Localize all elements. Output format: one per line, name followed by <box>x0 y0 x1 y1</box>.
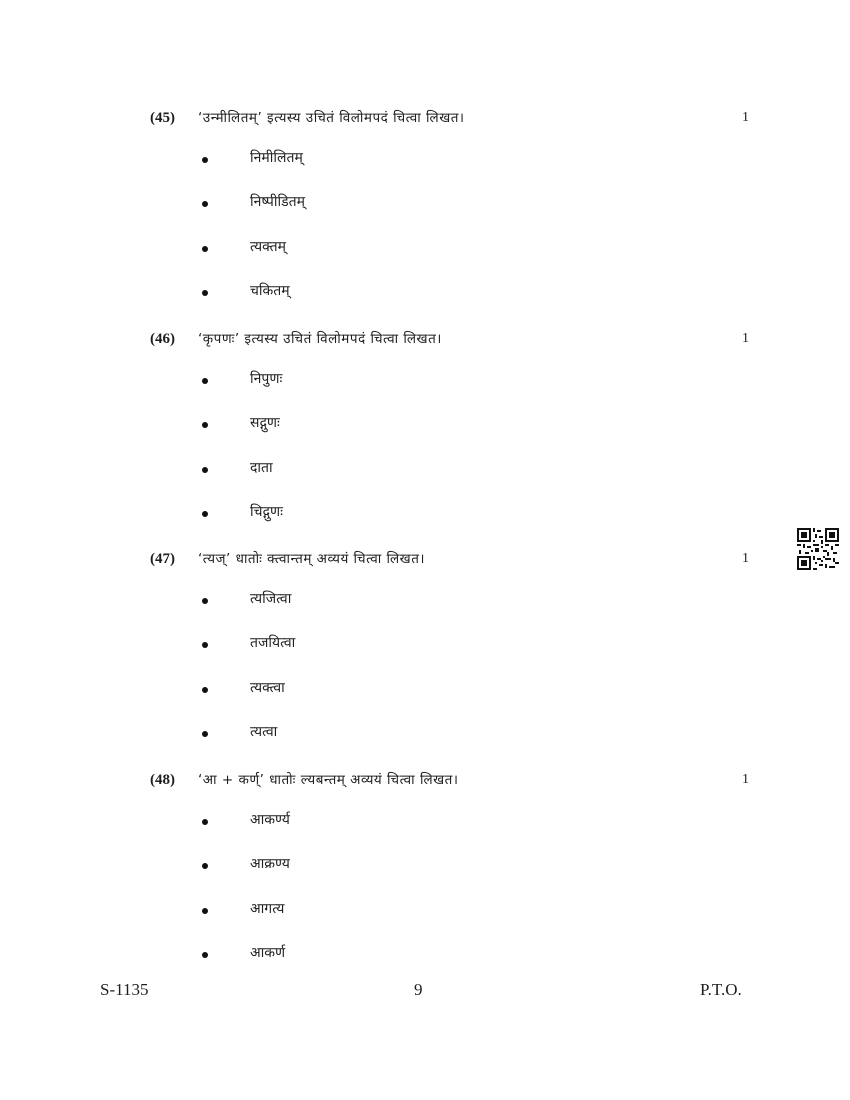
question-number: (45) <box>150 110 175 126</box>
option-text: आकर्ण <box>250 944 286 961</box>
question-text: ‘आ + कर्ण्’ धातोः ल्यबन्तम् अव्ययं चित्वा लिखत। <box>198 772 459 788</box>
option-text: त्यजित्वा <box>250 591 292 607</box>
bullet-icon <box>202 731 208 737</box>
question-marks: 1 <box>742 110 749 125</box>
option-item <box>0 889 850 933</box>
paper-code: S-1135 <box>100 980 149 999</box>
bullet-icon <box>202 908 208 914</box>
option-text: तजयित्वा <box>250 635 296 652</box>
bullet-icon <box>202 157 208 163</box>
option-text: दाता <box>250 459 273 476</box>
page-number: 9 <box>414 980 423 999</box>
option-item <box>0 933 850 977</box>
option-item <box>0 227 850 271</box>
option-text: सद्गुणः <box>250 415 280 432</box>
question-header <box>0 545 850 575</box>
option-text: चिद्गुणः <box>250 503 283 520</box>
option-item <box>0 271 850 315</box>
question-46 <box>0 325 850 536</box>
option-item <box>0 579 850 623</box>
option-item <box>0 623 850 667</box>
question-48 <box>0 766 850 977</box>
question-marks: 1 <box>742 551 749 566</box>
bullet-icon <box>202 863 208 869</box>
pto-label: P.T.O. <box>700 980 742 999</box>
option-item <box>0 182 850 226</box>
bullet-icon <box>202 201 208 207</box>
option-text: निपुणः <box>250 371 283 387</box>
question-45 <box>0 104 850 315</box>
bullet-icon <box>202 467 208 473</box>
question-text: ‘त्यज्’ धातोः क्त्वान्तम् अव्ययं चित्वा लिखत। <box>198 551 426 567</box>
question-header <box>0 104 850 134</box>
bullet-icon <box>202 246 208 252</box>
option-item <box>0 403 850 447</box>
question-number: (46) <box>150 331 175 347</box>
option-item <box>0 138 850 182</box>
question-marks: 1 <box>742 331 749 346</box>
bullet-icon <box>202 819 208 825</box>
bullet-icon <box>202 642 208 648</box>
option-text: निमीलितम् <box>250 150 303 166</box>
question-text: ‘कृपणः’ इत्यस्य उचितं विलोमपदं चित्वा लिखत। <box>198 331 442 347</box>
bullet-icon <box>202 422 208 428</box>
option-text: त्यत्वा <box>250 723 278 740</box>
option-item <box>0 800 850 844</box>
question-header <box>0 325 850 355</box>
option-item <box>0 492 850 536</box>
option-text: आगत्य <box>250 900 285 917</box>
bullet-icon <box>202 290 208 296</box>
question-text: ‘उन्मीलितम्’ इत्यस्य उचितं विलोमपदं चित्वा लिखत। <box>198 110 465 126</box>
option-text: आकर्ण्य <box>250 812 290 828</box>
bullet-icon <box>202 511 208 517</box>
option-text: आक्रण्य <box>250 856 290 873</box>
question-marks: 1 <box>742 772 749 787</box>
option-text: निष्पीडितम् <box>250 194 305 211</box>
option-text: त्यक्तम् <box>250 238 287 255</box>
bullet-icon <box>202 598 208 604</box>
qr-code-icon <box>797 528 839 570</box>
option-item <box>0 844 850 888</box>
question-number: (48) <box>150 772 175 788</box>
question-47 <box>0 545 850 756</box>
bullet-icon <box>202 687 208 693</box>
bullet-icon <box>202 952 208 958</box>
option-item <box>0 712 850 756</box>
option-text: चकितम् <box>250 282 290 299</box>
option-item <box>0 448 850 492</box>
option-text: त्यक्त्वा <box>250 679 285 696</box>
question-number: (47) <box>150 551 175 567</box>
bullet-icon <box>202 378 208 384</box>
option-item <box>0 668 850 712</box>
question-header <box>0 766 850 796</box>
option-item <box>0 359 850 403</box>
